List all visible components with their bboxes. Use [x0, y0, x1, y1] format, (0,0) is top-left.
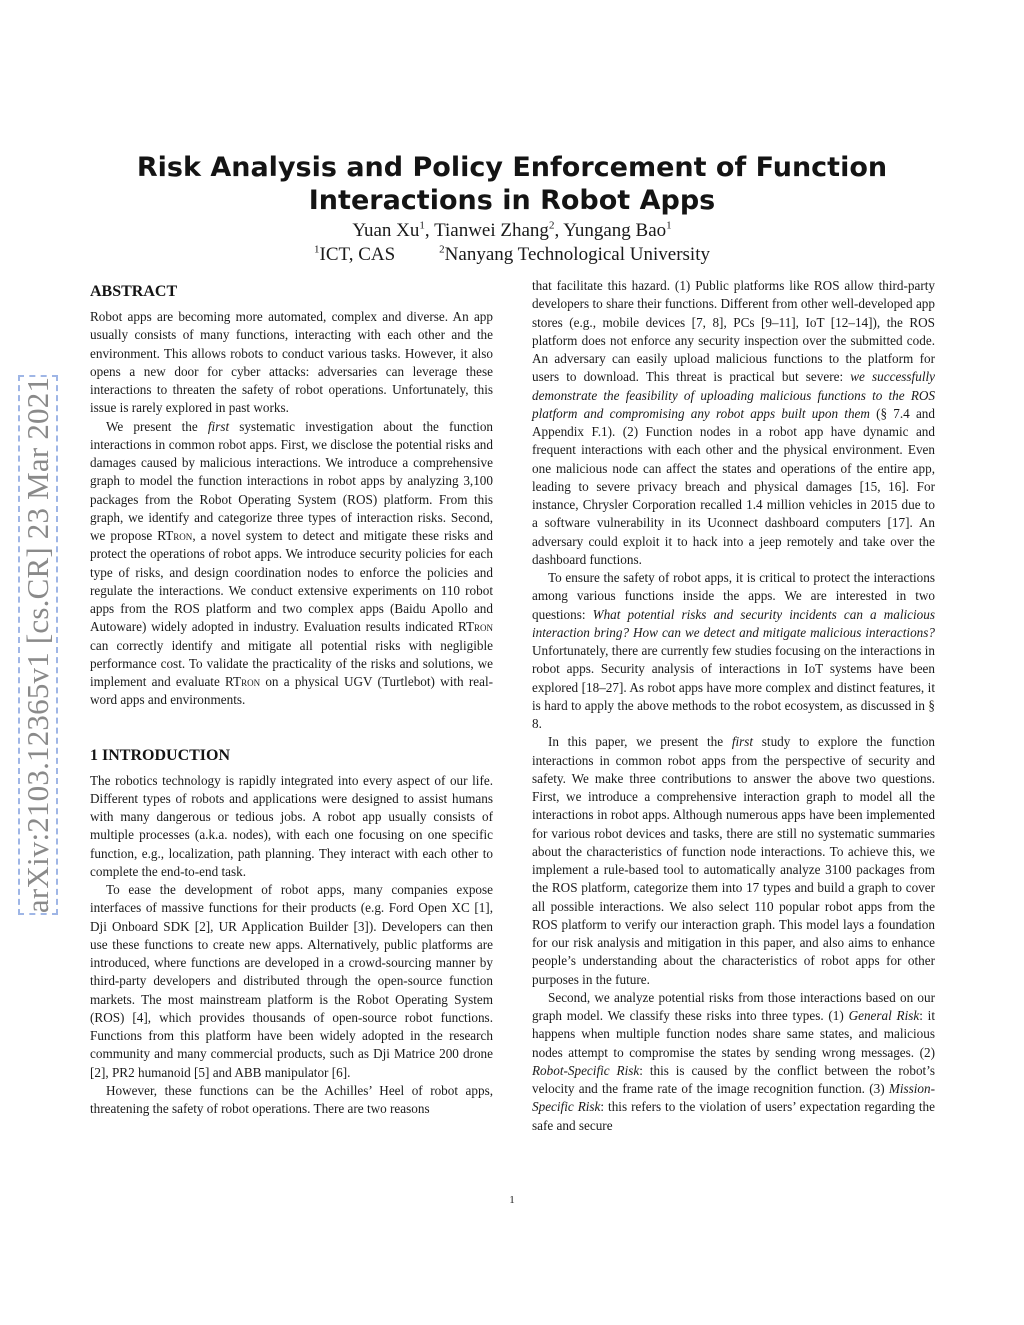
text-run: We present the	[106, 418, 208, 434]
text-run: on a physical UGV (Turtlebot) with real-word apps and environments.	[90, 674, 493, 708]
page-number: 1	[509, 1194, 515, 1206]
abstract-heading: ABSTRACT	[90, 283, 178, 300]
system-name: RTron	[225, 674, 261, 689]
emphasis-text: we successfully demonstrate the feasibility of uploading malicious functions to the ROS platform and compromising any robot apps built upon them	[532, 369, 935, 421]
section-heading-introduction: 1 INTRODUCTION	[90, 746, 231, 764]
paper-title: Risk Analysis and Policy Enforcement of Function Interactions in Robot Apps	[136, 152, 888, 217]
emphasis-text: Mission-Specific Risk	[532, 1081, 935, 1115]
abstract-paragraph: Robot apps are becoming more automated, complex and diverse. An app usually consists of many functions, interacting with each other and the environment. This allows robots to conduct various tasks. However, it also opens a new door for cyber attacks: adversaries can leverage these interactions to threaten the safety of robot operations. Unfortunately, this issue is rarely explored in past works.	[90, 309, 493, 416]
body-paragraph	[532, 733, 935, 989]
emphasis-text: first	[207, 418, 230, 434]
emphasis-text: General Risk	[848, 1008, 920, 1023]
body-paragraph	[532, 989, 935, 1135]
author-affiliation-mark: 1	[666, 219, 672, 232]
affiliation-mark: 1	[314, 243, 320, 256]
arxiv-identifier-stamp: arXiv:2103.12365v1 [cs.CR] 23 Mar 2021	[18, 375, 58, 915]
body-paragraph: The robotics technology is rapidly integrated into every aspect of our life. Different types of robots and applications were designed to assist humans with many dangerous or tedious jobs. A robot app usually consists of multiple processes (a.k.a. nodes), with each one focusing on one specific function, e.g., localization, path planning. They interact with each other to complete the end-to-end task.	[90, 772, 493, 879]
affiliation-list	[0, 243, 1024, 267]
author-separator: ,	[424, 220, 435, 241]
affiliation-mark: 2	[439, 243, 445, 256]
body-paragraph	[532, 569, 935, 733]
text-run: that facilitate this hazard. (1) Public platforms like ROS allow third-party developers to share their functions. Different from other well-developed app stores (e.g., mobile devices [7, 8], PCs [9–11], IoT [12–14]), the ROS platform does not enforce any security inspection over the submitted code. An adversary can easily upload malicious functions to the platform for users to download. This threat is practical but severe:	[532, 278, 935, 385]
text-run: can correctly identify and mitigate all potential risks with negligible performance cost. To validate the practicality of the risks and solutions, we implement and evaluate	[90, 637, 493, 689]
affiliation-name: Nanyang Technological University	[444, 244, 710, 265]
author-name: Yungang Bao	[563, 220, 667, 241]
author-affiliation-mark: 1	[419, 219, 425, 232]
emphasis-text: What potential risks and security incidents can a malicious interaction bring? How can we detect and mitigate malicious interactions?	[532, 606, 935, 640]
affiliation-name: ICT, CAS	[319, 244, 396, 265]
author-name: Tianwei Zhang	[434, 220, 549, 241]
body-paragraph	[532, 277, 935, 569]
left-column	[90, 282, 493, 1118]
system-name: RTron	[457, 619, 493, 635]
emphasis-text: Robot-Specific Risk	[532, 1062, 640, 1078]
author-name: Yuan Xu	[352, 220, 420, 241]
text-run: : this is caused by the conflict between the robot’s velocity and the frame rate of the image recognition function. (3)	[532, 1062, 935, 1096]
body-paragraph: However, these functions can be the Achilles’ Heel of robot apps, threatening the safety of robot operations. There are two reasons	[90, 1082, 493, 1116]
text-run: systematic investigation about the function interactions in common robot apps. First, we disclose the potential risks and damages caused by malicious interactions. We introduce a comprehensive graph to model the function interactions in robot apps by analyzing 3,100 packages from the Robot Operating System (ROS) platform. From this graph, we identify and categorize three types of interaction risks. Second, we propose	[90, 418, 494, 543]
text-run: Unfortunately, there are currently few studies focusing on the interactions in robot apps. Security analysis of interactions in IoT systems have been explored [18–27]. As robot apps have more complex and distinct features, it is hard to apply the above methods to the robot ecosystem, as discussed in § 8.	[532, 643, 935, 731]
text-run: In this paper, we present the	[548, 734, 732, 750]
text-run: : it happens when multiple function nodes share same states, and malicious nodes attempt to compromise the states by sending wrong messages. (2)	[532, 1008, 936, 1060]
text-run: Second, we analyze potential risks from those interactions based on our graph model. We classify these risks into three types. (1)	[532, 989, 935, 1023]
author-affiliation-mark: 2	[548, 219, 555, 232]
text-run: study to explore the function interactions in common robot apps from the perspective of security and safety. We make three contributions to answer the above two questions. First, we introduce a comprehensive interaction graph to model all the interactions in robot apps. Although numerous apps have been implemented for various robot devices and tasks, there are still no systematic summaries about the characteristics of function node interactions. To achieve this, we implement a rule-based tool to automatically analyze 3100 packages from the ROS platform, categorize them into 17 types and build a graph to cover all possible interactions. We also select 110 popular robot apps from the ROS platform to verify our interaction graph. This model lays a foundation for our risk analysis and mitigation in this paper, and also aims to enhance people’s understanding about the characteristics of robot apps for other purposes in the future.	[532, 734, 935, 987]
author-separator: ,	[554, 220, 564, 241]
system-name: RTron	[157, 528, 193, 543]
text-run: (§ 7.4 and Appendix F.1). (2) Function nodes in a robot app have dynamic and frequent interactions with each other and the physical environment. Even one malicious node can affect the states and operations of the entire app, leading to severe privacy breach and physical damages [15, 16]. For instance, Chrysler Corporation recalled 1.4 million vehicles in 2015 due to a software vulnerability in its Uconnect dashboard computers [17]. An adversary could exploit it to hack into a jeep remotely and take over the dashboard functions.	[532, 405, 935, 567]
text-run: , a novel system to detect and mitigate these risks and protect the operations of robot apps. We introduce security policies for each type of risks, and design coordination nodes to enforce the policies and regulate the interactions. We conduct extensive experiments on 110 robot apps from the ROS platform and two complex apps (Baidu Apollo and Autoware) widely adopted in industry. Evaluation results indicated	[90, 528, 493, 635]
text-run: To ensure the safety of robot apps, it is critical to protect the interactions among various functions inside the apps. We are interested in two questions:	[532, 570, 935, 622]
emphasis-text: first	[731, 734, 754, 750]
body-paragraph: To ease the development of robot apps, many companies expose interfaces of massive functions for their products (e.g. Ford Open XC [1], Dji Onboard SDK [2], UR Application Builder [3]). Developers can then use these functions to create new apps. Alternatively, public platforms are introduced, where functions are developed in a crowd-sourcing manner by third-party developers and distributed through the open-source function markets. The most mainstream platform is the Robot Operating System (ROS) [4], which provides thousands of open-source robot functions. Functions from this platform have been widely adopted in the research community and many commercial products, such as Dji Matrice 200 drone [2], PR2 humanoid [5] and ABB manipulator [6].	[90, 882, 493, 1080]
text-run: : this refers to the violation of users’ expectation regarding the safe and secure	[532, 1099, 935, 1133]
abstract-paragraph	[90, 418, 493, 710]
author-list	[0, 219, 1024, 243]
right-column	[532, 277, 935, 1135]
